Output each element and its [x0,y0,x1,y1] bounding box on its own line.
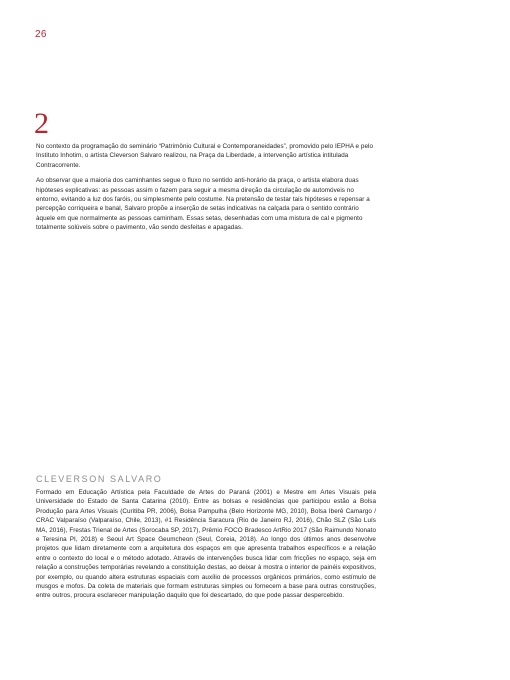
intro-paragraph: Ao observar que a maioria dos caminhantes segue o fluxo no sentido anti-horário da praça, o artista elabora duas hipóteses explicativas: as pessoas assim o fazem para seguir a mesma direção da circulação de automóveis no entorno, evitando a luz dos faróis, ou simplesmente pelo costume. Na pretensão de testar tais hipóteses e repensar a percepção corriqueira e banal, Salvaro propõe a inserção de setas indicativas na calçada para o sentido contrário àquele em que normalmente as pessoas caminham. Essas setas, desenhadas com uma mistura de cal e pigmento totalmente solúveis sobre o pavimento, vão sendo desfeitas e apagadas. [36,177,370,232]
artist-bio-text: Formado em Educação Artística pela Faculdade de Artes do Paraná (2001) e Mestre em Artes Visuais pela Universidade do Estado de Santa Catarina (2010). Entre as bolsas e residências que participou estão a Bolsa Produção para Artes Visuais (Curitiba PR, 2006), Bolsa Pampulha (Belo Horizonte MG, 2010), Bolsa Iberê Camargo / CRAC Valparaíso (Valparaíso, Chile, 2013), #1 Residência Saracura (Rio de Janeiro RJ, 2016), Chão SLZ (São Luís MA, 2016), Frestas Trienal de Artes (Sorocaba SP, 2017), Prêmio FOCO Bradesco ArtRio 2017 (São Raimundo Nonato e Teresina PI, 2018) e Seoul Art Space Geumcheon (Seul, Coreia, 2018). Ao longo dos últimos anos desenvolve projetos que lidam diretamente com a arquitetura dos espaços em que apresenta trabalhos específicos e a relação entre o contexto do local e o método adotado. Através de intervenções busca lidar com fricções no espaço, seja em relação a construções temporárias revelando a constituição destas, ao deixar à mostra o interior de painéis expositivos, por exemplo, ou quando altera estruturas espaciais com auxílio de processos orgânicos primários, como estímulo de musgos e mofos. Da coleta de materiais que formam estruturas simples ou fornecem a base para outras construções, entre outros, procura esclarecer manipulação daquilo que foi descartado, do que pode passar despercebido. [36,489,376,600]
artist-bio [36,474,376,607]
intro-paragraph: No contexto da programação do seminário “Patrimônio Cultural e Contemporaneidades”, promovido pelo IEPHA e pelo Instituto Inhotim, o artista Cleverson Salvaro realizou, na Praça da Liberdade, a intervenção artística intitulada Contracorrente. [36,143,374,169]
page-number: 26 [35,29,47,40]
artist-name-heading: CLEVERSON SALVARO [36,474,163,484]
intro-text-block [36,142,376,239]
section-number: 2 [34,107,49,140]
